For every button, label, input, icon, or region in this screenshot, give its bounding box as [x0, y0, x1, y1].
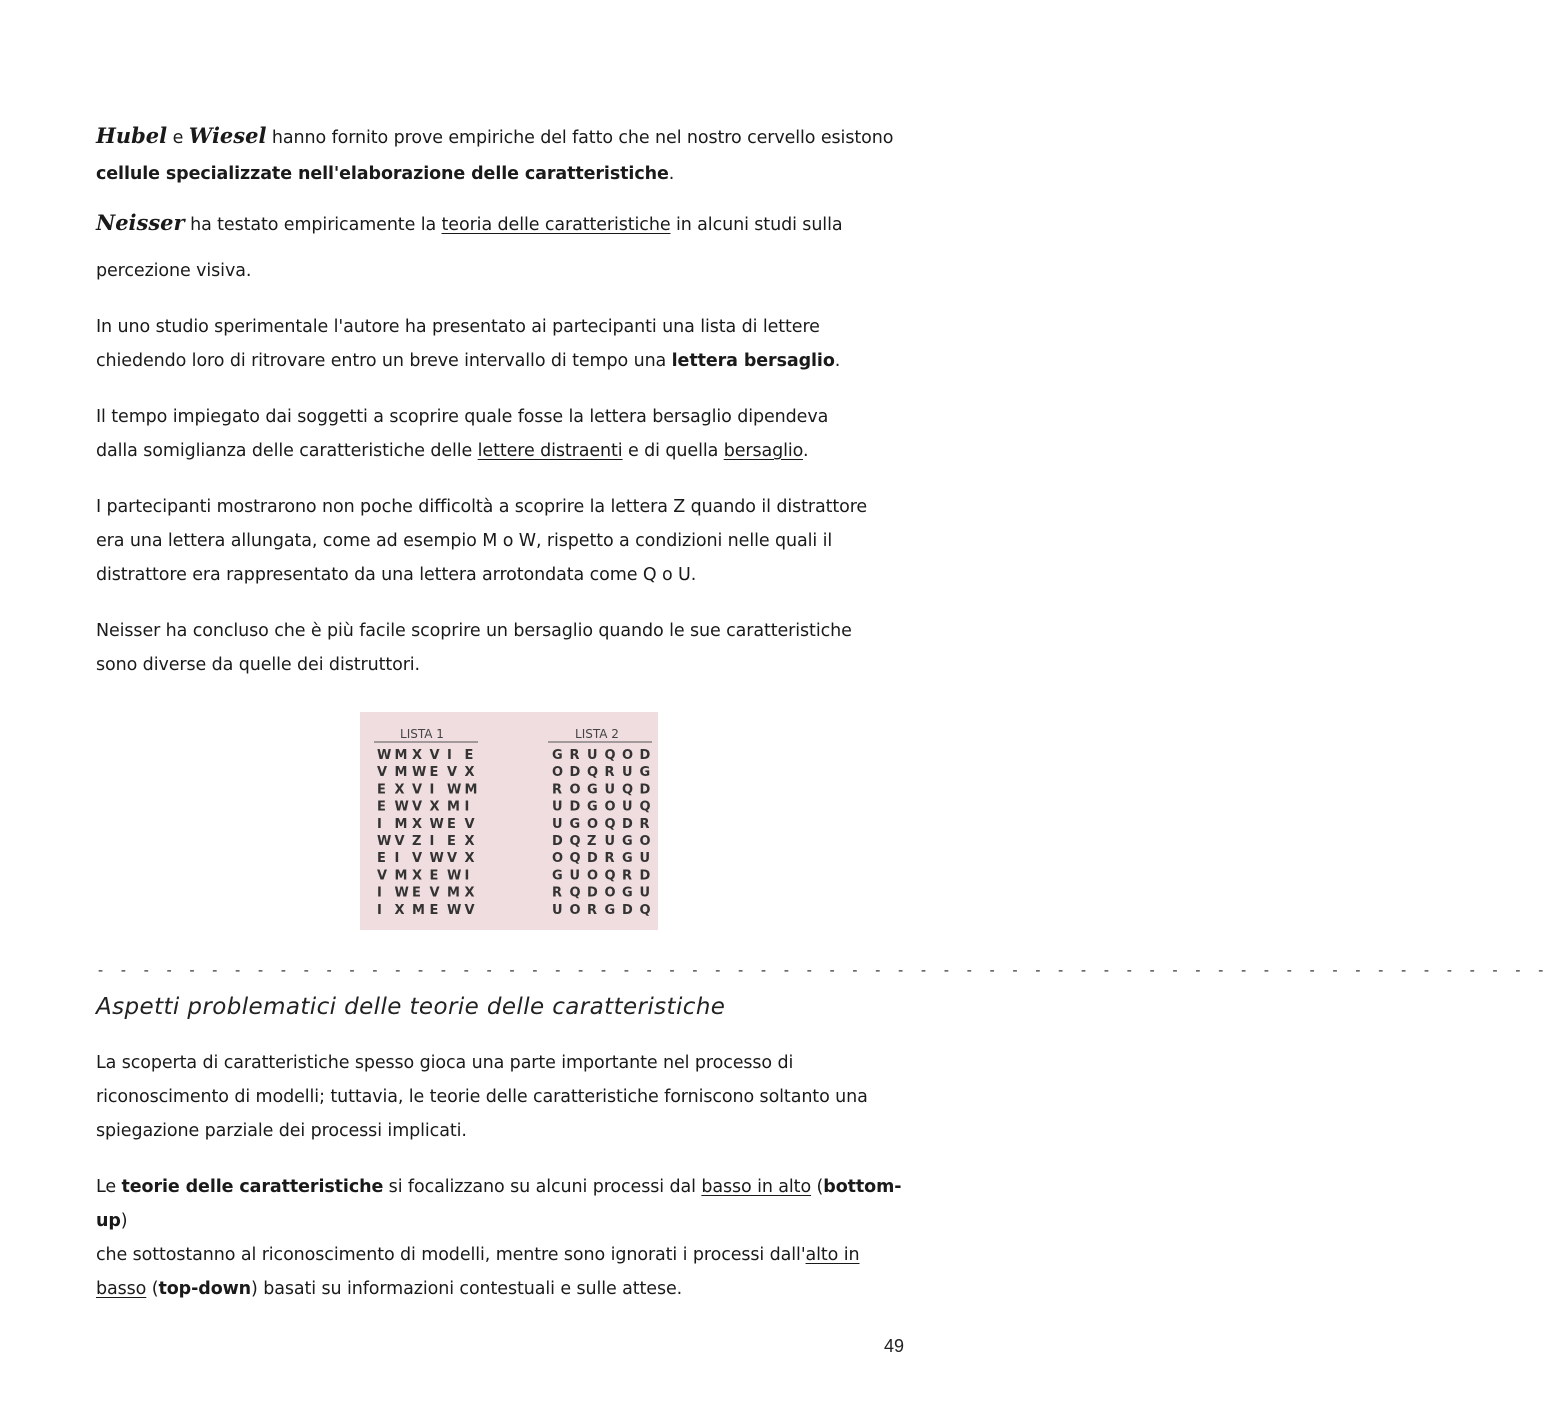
list2-letter: O: [604, 885, 616, 901]
list2-letter: R: [604, 765, 615, 781]
list2-letter: U: [552, 902, 563, 918]
list1-letter: W: [447, 902, 462, 918]
list1-letter: E: [429, 902, 439, 918]
list2-letter: Q: [569, 834, 581, 849]
list2-letter: Z: [587, 834, 597, 849]
p8-u2b: basso: [96, 1279, 147, 1299]
list2-letter: Q: [639, 799, 651, 815]
list2-letter: D: [569, 765, 581, 781]
conj-text: e: [167, 128, 189, 148]
list1-letter: W: [412, 765, 427, 781]
page-number: 49: [884, 1336, 905, 1356]
list1-letter: X: [394, 782, 405, 798]
paragraph-feature-theories: [96, 1170, 916, 1306]
list1-letter: E: [429, 868, 439, 884]
p1-text: hanno fornito prove empiriche del fatto che nel nostro cervello esistono: [266, 128, 894, 148]
list2-letter: U: [569, 868, 581, 884]
list2-letter: O: [587, 868, 599, 884]
list1-letter: X: [412, 748, 423, 763]
list1-letter: E: [377, 799, 386, 815]
paragraph-hubel-wiesel: [96, 118, 908, 192]
list2-letter: O: [552, 851, 564, 867]
list2-label: LISTA 2: [575, 727, 619, 741]
list2-letter: Q: [604, 816, 616, 832]
p8-t1: Le: [96, 1177, 122, 1197]
list1-letter: X: [464, 765, 475, 781]
list1-letter: I: [429, 834, 435, 849]
p8-t3: (: [811, 1177, 824, 1197]
list1-letter: V: [464, 816, 475, 832]
list1-letter: W: [377, 834, 392, 849]
list2-letter: U: [639, 851, 651, 867]
list2-letter: G: [569, 816, 581, 832]
section-title: Aspetti problematici delle teorie delle caratteristiche: [96, 994, 726, 1020]
p8-t6: (: [146, 1279, 159, 1299]
p3-bold: lettera bersaglio: [671, 351, 835, 371]
list2-letter: U: [622, 799, 633, 815]
list2-letter: D: [639, 748, 651, 763]
list2-letter: R: [622, 868, 633, 884]
list1-letter: M: [394, 748, 408, 763]
list2-letter: R: [587, 902, 598, 918]
list2-letter: U: [604, 782, 616, 798]
list2-letter: U: [552, 799, 563, 815]
paragraph-problematic: [96, 1046, 916, 1148]
p5-line3: distrattore era rappresentato da una lettera arrotondata come Q o U.: [96, 565, 697, 585]
list2-letter: R: [552, 782, 563, 798]
paragraph-neisser: [96, 200, 908, 294]
list1-letter: V: [377, 868, 388, 884]
list2-letter: G: [587, 782, 598, 798]
section-content: [96, 1046, 916, 1306]
list1-letter: M: [412, 902, 425, 918]
p2-underlined: teoria delle caratteristiche: [441, 215, 671, 235]
list1-letter: E: [412, 885, 421, 901]
list1-letter: I: [377, 902, 382, 918]
list2-letter: G: [587, 799, 598, 815]
p3-text2: chiedendo loro di ritrovare entro un breve intervallo di tempo una: [96, 351, 672, 371]
name-neisser: Neisser: [96, 210, 185, 235]
list2-letter: D: [587, 851, 598, 867]
list1-letter: V: [429, 748, 440, 763]
list1-letter: V: [394, 834, 405, 849]
list1-letter: E: [447, 816, 456, 832]
list1-letter: I: [464, 868, 470, 884]
p4-underlined-1: lettere distraenti: [477, 441, 623, 461]
list2-letter: R: [569, 748, 580, 763]
list1-letter: V: [447, 851, 458, 867]
p4-text3: e di quella: [622, 441, 724, 461]
p7-line1: La scoperta di caratteristiche spesso gioca una parte importante nel processo di: [96, 1053, 794, 1073]
list1-letter: I: [464, 799, 470, 815]
list1-letter: V: [412, 799, 423, 815]
list1-letter: X: [464, 885, 475, 901]
name-wiesel: Wiesel: [188, 123, 267, 148]
list1-letter: I: [394, 851, 400, 867]
list1-letter: V: [377, 765, 388, 781]
list2-letter: Q: [604, 868, 616, 884]
list2-letter: O: [552, 765, 564, 781]
list1-label: LISTA 1: [400, 727, 444, 741]
figure-container: [96, 712, 908, 930]
list2-letter: O: [639, 834, 651, 849]
letter-lists-figure: [360, 712, 658, 930]
list1-letter: E: [377, 851, 386, 867]
p8-b3: top-down: [158, 1279, 252, 1299]
paragraph-conclusion: [96, 614, 908, 682]
p4-underlined-2: bersaglio: [723, 441, 803, 461]
list1-letter: M: [394, 816, 408, 832]
paragraph-time: [96, 400, 908, 468]
p5-line2: era una lettera allungata, come ad esempio M o W, rispetto a condizioni nelle quali il: [96, 531, 833, 551]
list2-letter: G: [639, 765, 651, 781]
list2-letter: D: [639, 868, 651, 884]
list2-letter: D: [622, 902, 633, 918]
paragraph-participants: [96, 490, 908, 592]
list1-letter: E: [377, 782, 386, 798]
list2-letter: U: [639, 885, 651, 901]
section-divider: - - - - - - - - - - - - - - - - - - - - - - - - - - - - - - - - - - - - - - - - - - - - - - - - - - - - - - - - - - - - - - - -: [96, 961, 1548, 979]
p4-text1: Il tempo impiegato dai soggetti a scoprire quale fosse la lettera bersaglio dipendeva: [96, 407, 829, 427]
list2-letter: O: [587, 816, 599, 832]
list1-letter: W: [394, 885, 409, 901]
list2-letter: Q: [604, 748, 616, 763]
list2-letter: U: [622, 765, 633, 781]
list1-letter: M: [394, 765, 408, 781]
list1-letter: W: [447, 868, 462, 884]
name-hubel: Hubel: [96, 123, 168, 148]
list1-letter: W: [429, 816, 444, 832]
p3-end: .: [834, 351, 841, 371]
list1-letter: X: [464, 834, 475, 849]
p8-t7: ) basati su informazioni contestuali e sulle attese.: [251, 1279, 683, 1299]
list1-letter: W: [377, 748, 392, 763]
list1-letter: E: [447, 834, 456, 849]
list2-letter: O: [604, 799, 616, 815]
list1-letter: I: [429, 782, 435, 798]
list1-letter: Z: [412, 834, 422, 849]
list1-letter: M: [447, 885, 460, 901]
list2-letter: R: [552, 885, 563, 901]
p8-b2: bottom-up: [96, 1177, 902, 1231]
list2-letter: G: [622, 834, 633, 849]
list2-letter: Q: [569, 885, 581, 901]
list1-letter: X: [429, 799, 440, 815]
list1-letter: W: [394, 799, 409, 815]
list2-letter: R: [604, 851, 615, 867]
list2-letter: U: [587, 748, 598, 763]
list1-letter: I: [377, 816, 382, 832]
list2-letter: G: [552, 748, 563, 763]
list1-letter: V: [464, 902, 475, 918]
p1-end: .: [668, 164, 675, 184]
p3-text1: In uno studio sperimentale l'autore ha presentato ai partecipanti una lista di lettere: [96, 317, 820, 337]
p2-text3: percezione visiva.: [96, 261, 252, 281]
list2-letter: D: [552, 834, 563, 849]
list2-letter: G: [622, 885, 633, 901]
list1-letter: W: [447, 782, 462, 798]
list1-letter: X: [394, 902, 405, 918]
p8-u1: basso in alto: [701, 1177, 812, 1197]
list2-letter: G: [622, 851, 633, 867]
list2-letter: D: [569, 799, 581, 815]
list1-letter: M: [464, 782, 478, 798]
list1-letter: I: [377, 885, 382, 901]
list1-letter: X: [464, 851, 475, 867]
list2-letter: O: [569, 782, 581, 798]
list1-letter: I: [447, 748, 452, 763]
list2-letter: Q: [569, 851, 581, 867]
p5-line1: I partecipanti mostrarono non poche difficoltà a scoprire la lettera Z quando il distrattore: [96, 497, 868, 517]
p7-line3: spiegazione parziale dei processi implicati.: [96, 1121, 467, 1141]
p8-t2: si focalizzano su alcuni processi dal: [383, 1177, 702, 1197]
p4-end: .: [802, 441, 809, 461]
list2-letter: U: [604, 834, 616, 849]
list1-letter: X: [412, 816, 423, 832]
list2-letter: D: [587, 885, 598, 901]
list2-letter: G: [604, 902, 616, 918]
list1-letter: E: [464, 748, 474, 763]
p2-text1: ha testato empiricamente la: [184, 215, 442, 235]
list1-letter: V: [412, 782, 423, 798]
list2-letter: U: [552, 816, 563, 832]
list2-letter: O: [569, 902, 581, 918]
list2-letter: R: [639, 816, 650, 832]
p6-line1: Neisser ha concluso che è più facile scoprire un bersaglio quando le sue caratteristiche: [96, 621, 852, 641]
list1-letter: W: [429, 851, 444, 867]
p6-line2: sono diverse da quelle dei distruttori.: [96, 655, 421, 675]
list2-letter: Q: [622, 782, 634, 798]
list2-letter: G: [552, 868, 563, 884]
p7-line2: riconoscimento di modelli; tuttavia, le teorie delle caratteristiche forniscono soltanto una: [96, 1087, 868, 1107]
p8-u2a: alto in: [805, 1245, 860, 1265]
paragraph-study: [96, 310, 908, 378]
list1-letter: X: [412, 868, 423, 884]
list1-letter: V: [447, 765, 458, 781]
list2-letter: D: [639, 782, 651, 798]
list1-letter: V: [429, 885, 440, 901]
list1-letter: E: [429, 765, 439, 781]
list2-letter: O: [622, 748, 634, 763]
p1-bold: cellule specializzate nell'elaborazione delle caratteristiche: [96, 164, 669, 184]
p8-t4: ): [120, 1211, 128, 1231]
list1-letter: M: [394, 868, 408, 884]
list2-letter: Q: [587, 765, 599, 781]
list2-letter: D: [622, 816, 633, 832]
p8-t5: che sottostanno al riconoscimento di modelli, mentre sono ignorati i processi dall': [96, 1245, 806, 1265]
main-content: [96, 118, 908, 930]
letter-lists-svg: [360, 712, 658, 930]
p2-text2: in alcuni studi sulla: [670, 215, 843, 235]
list2-letter: Q: [639, 902, 651, 918]
p4-text2: dalla somiglianza delle caratteristiche delle: [96, 441, 478, 461]
list1-letter: M: [447, 799, 460, 815]
list1-letter: V: [412, 851, 423, 867]
p8-b1: teorie delle caratteristiche: [121, 1177, 384, 1197]
